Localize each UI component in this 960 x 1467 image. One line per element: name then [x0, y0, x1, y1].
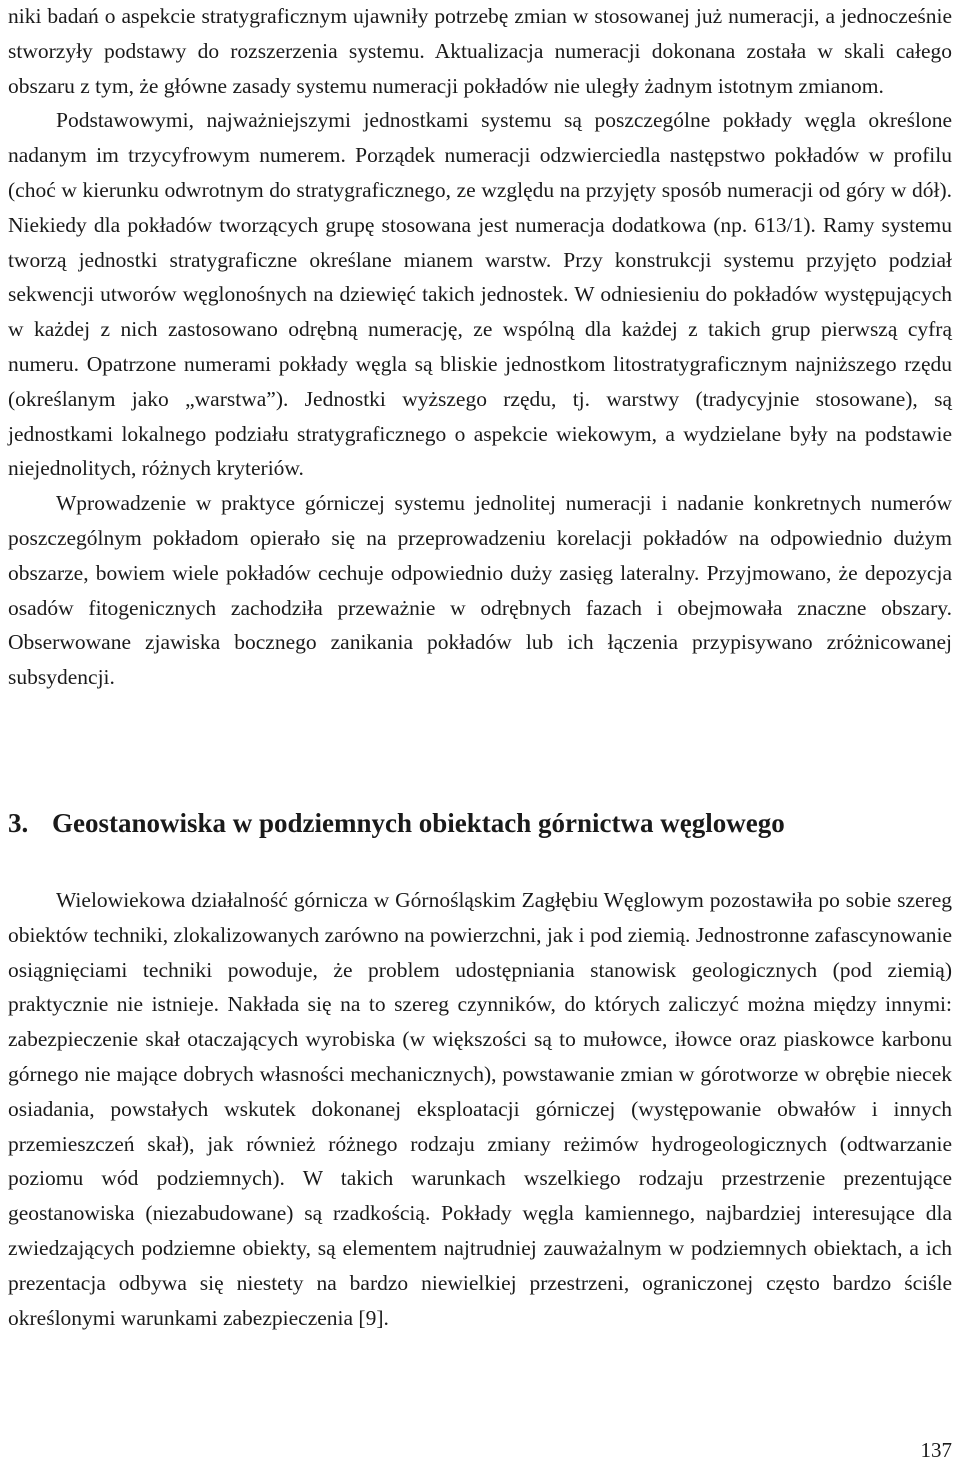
paragraph-continuation: niki badań o aspekcie stratygraficznym ujawniły potrzebę zmian w stosowanej już numeracji, a jednocześnie stworzyły podstawy do rozszerzenia systemu. Aktualizacja numeracji dokonana została w skali całego obszaru z tym, że główne zasady systemu numeracji pokładów nie uległy żadnym istotnym zmianom. — [8, 4, 952, 98]
section-heading — [8, 805, 952, 841]
section-title: Geostanowiska w podziemnych obiektach górnictwa węglowego — [52, 808, 785, 838]
section-number: 3. — [8, 808, 29, 838]
paragraph-correlation: Wprowadzenie w praktyce górniczej systemu jednolitej numeracji i nadanie konkretnych numerów poszczególnym pokładom opierało się na przeprowadzeniu korelacji pokładów na odpowiednio dużym obszarze, bowiem wiele pokładów cechuje odpowiednio duży zasięg lateralny. Przyjmowano, że depozycja osadów fitogenicznych zachodziła przeważnie w odrębnych fazach i obejmowała znaczne obszary. Obserwowane zjawiska bocznego zanikania pokładów lub ich łączenia przypisywano zróżnicowanej subsydencji. — [8, 491, 952, 690]
page-number: 137 — [920, 1438, 952, 1462]
paragraph-geosites: Wielowiekowa działalność górnicza w Górnośląskim Zagłębiu Węglowym pozostawiła po sobie szereg obiektów techniki, zlokalizowanych zarówno na powierzchni, jak i pod ziemią. Jednostronne zafascynowanie osiągnięciami techniki powoduje, że problem udostępniania stanowisk geologicznych (pod ziemią) praktycznie nie istnieje. Nakłada się na to szereg czynników, do których zaliczyć można między innymi: zabezpieczenie skał otaczających wyrobiska (w większości są to mułowce, iłowce oraz piaskowce karbonu górnego nie mające dobrych własności mechanicznych), powstawanie zmian w górotworze w obrębie niecek osiadania, powstałych wskutek dokonanej eksploatacji górniczej (występowanie obwałów i innych przemieszczeń skał), jak również różnego rodzaju zmiany reżimów hydrogeologicznych (odtwarzanie poziomu wód podziemnych). W takich warunkach wszelkiego rodzaju przestrzenie prezentujące geostanowiska (niezabudowane) są rzadkością. Pokłady węgla kamiennego, najbardziej interesujące dla zwiedzających podziemne obiekty, są elementem najtrudniej zauważalnym w podziemnych obiektach, a ich prezentacja odbywa się niestety na bardzo niewielkiej przestrzeni, ograniczonej często bardzo ściśle określonymi warunkami zabezpieczenia [9]. — [8, 888, 952, 1330]
text-block-top — [8, 0, 952, 695]
paragraph-numbering-units: Podstawowymi, najważniejszymi jednostkami systemu są poszczególne pokłady węgla określone nadanym im trzycyfrowym numerem. Porządek numeracji odzwierciedla następstwo pokładów w profilu (choć w kierunku odwrotnym do stratygraficznego, ze względu na przyjęty sposób numeracji od góry w dół). Niekiedy dla pokładów tworzących grupę stosowana jest numeracja dodatkowa (np. 613/1). Ramy systemu tworzą jednostki stratygraficzne określane mianem warstw. Przy konstrukcji systemu przyjęto podział sekwencji utworów węglonośnych na dziewięć takich jednostek. W odniesieniu do pokładów występujących w każdej z nich zastosowano odrębną numerację, ze wspólną dla każdej z takich grup pierwszą cyfrą numeru. Opatrzone numerami pokłady węgla są bliskie jednostkom litostratygraficznym najniższego rzędu (określanym jako „warstwa”). Jednostki wyższego rzędu, tj. warstwy (tradycyjnie stosowane), są jednostkami lokalnego podziału stratygraficznego o aspekcie wiekowym, a wydzielane były na podstawie niejednolitych, różnych kryteriów. — [8, 108, 952, 481]
text-block-bottom — [8, 883, 952, 1335]
